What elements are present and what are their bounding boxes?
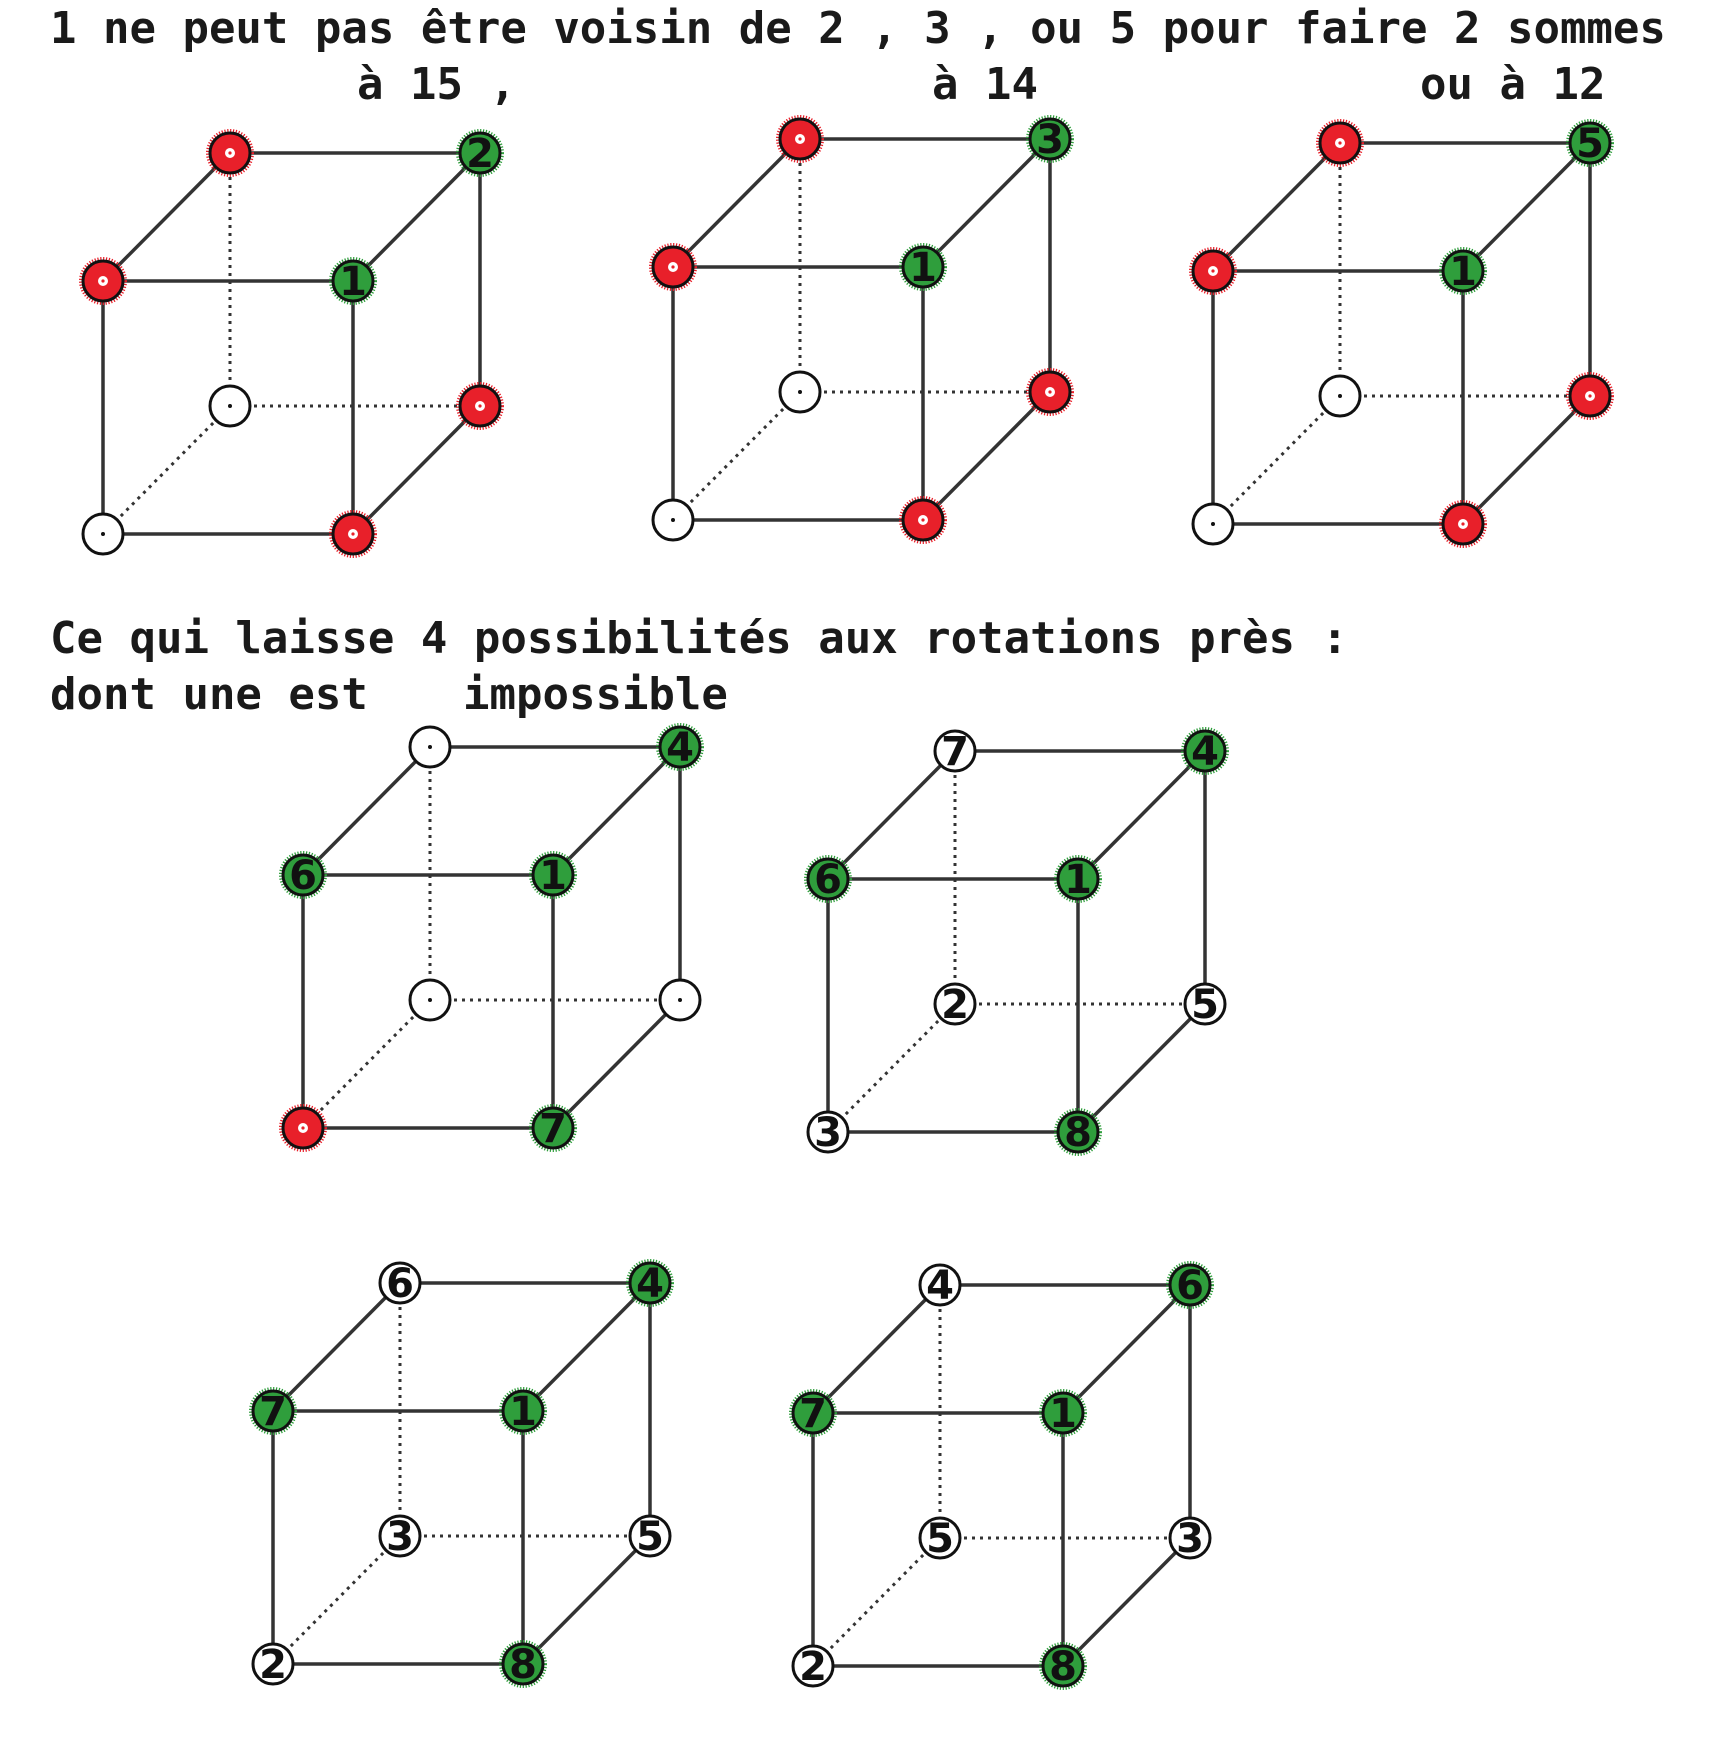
vertex-label: 1 — [1449, 249, 1477, 295]
vertex-center-dot — [1338, 394, 1342, 398]
intro-line: 1 ne peut pas être voisin de 2 , 3 , ou 5 pour faire 2 sommes — [50, 3, 1666, 54]
cube-vertex-tbl — [935, 729, 975, 775]
vertex-center-dot — [1338, 141, 1341, 144]
vertex-center-dot — [351, 532, 354, 535]
cube-vertex-bfl — [253, 1642, 293, 1688]
hidden-edge — [813, 1538, 940, 1666]
vertex-center-dot — [478, 404, 481, 407]
vertex-center-dot — [228, 151, 231, 154]
vertex-label: 8 — [1064, 1110, 1092, 1156]
vertex-center-dot — [228, 404, 232, 408]
vertex-label: 1 — [339, 259, 367, 305]
cube-edge — [1078, 1004, 1205, 1132]
vertex-label: 5 — [926, 1516, 954, 1562]
sum-12-label: ou à 12 — [1420, 59, 1606, 110]
vertex-label: 4 — [1191, 729, 1219, 775]
vertex-label: 6 — [289, 853, 317, 899]
vertex-center-dot — [428, 745, 432, 749]
cube-vertex-bbl — [410, 980, 450, 1020]
vertex-label: 1 — [539, 853, 567, 899]
cube-edge — [1078, 751, 1205, 879]
cube-vertex-bbl — [1320, 376, 1360, 416]
hidden-edge — [828, 1004, 955, 1132]
hidden-edge — [673, 392, 800, 520]
vertex-label: 7 — [799, 1391, 827, 1437]
cube-vertex-bfl — [808, 1110, 848, 1156]
vertex-label: 4 — [666, 725, 694, 771]
vertex-label: 1 — [909, 245, 937, 291]
vertex-center-dot — [301, 1126, 304, 1129]
cube-edge — [1463, 396, 1590, 524]
hidden-edge — [1213, 396, 1340, 524]
cube-edge — [828, 751, 955, 879]
cube-vertex-bfl — [1193, 504, 1233, 544]
cube-vertex-bbr — [1170, 1516, 1210, 1562]
cube-vertex-bbr — [660, 980, 700, 1020]
vertex-center-dot — [798, 137, 801, 140]
cube-edge — [1063, 1285, 1190, 1413]
cube-vertex-bfl — [281, 1106, 325, 1150]
cube-vertex-bbr — [630, 1514, 670, 1560]
vertex-center-dot — [1588, 394, 1591, 397]
cube-vertex-tbl — [920, 1263, 960, 1309]
vertex-label: 2 — [799, 1644, 827, 1690]
cube-vertex-bbr — [1568, 374, 1612, 418]
cube-vertex-bfl — [653, 500, 693, 540]
vertex-label: 6 — [386, 1261, 414, 1307]
cube-edge — [1213, 143, 1340, 271]
vertex-label: 3 — [814, 1110, 842, 1156]
cube-edge — [303, 747, 430, 875]
cube-vertex-bbl — [380, 1514, 420, 1560]
cube-vertex-bbl — [780, 372, 820, 412]
cube-1-5 — [1195, 108, 1695, 608]
vertex-label: 7 — [941, 729, 969, 775]
vertex-label: 5 — [1576, 121, 1604, 167]
vertex-label: 2 — [259, 1642, 287, 1688]
vertex-center-dot — [428, 998, 432, 1002]
vertex-label: 1 — [1049, 1391, 1077, 1437]
vertex-label: 1 — [509, 1389, 537, 1435]
hidden-edge — [303, 1000, 430, 1128]
cube-edge — [553, 1000, 680, 1128]
cube-solution-c — [795, 1250, 1295, 1750]
cube-vertex-tbl — [410, 727, 450, 767]
vertex-label: 5 — [636, 1514, 664, 1560]
cube-edge — [523, 1283, 650, 1411]
vertex-label: 4 — [636, 1261, 664, 1307]
cube-vertex-bbl — [935, 982, 975, 1028]
possibilities-line: Ce qui laisse 4 possibilités aux rotations près : — [50, 613, 1349, 664]
sum-14-label: à 14 — [932, 59, 1038, 110]
cube-edge — [523, 1536, 650, 1664]
vertex-label: 1 — [1064, 857, 1092, 903]
cube-vertex-tbl — [778, 117, 822, 161]
vertex-center-dot — [1211, 522, 1215, 526]
cube-1-3 — [655, 104, 1155, 604]
vertex-label: 7 — [259, 1389, 287, 1435]
vertex-center-dot — [671, 518, 675, 522]
one-is-line: dont une est — [50, 669, 368, 720]
vertex-label: 4 — [926, 1263, 954, 1309]
vertex-center-dot — [1211, 269, 1214, 272]
cube-edge — [673, 139, 800, 267]
cube-vertex-bfl — [793, 1644, 833, 1690]
vertex-label: 2 — [466, 131, 494, 177]
cube-impossible — [285, 712, 785, 1212]
vertex-label: 3 — [1176, 1516, 1204, 1562]
vertex-label: 6 — [814, 857, 842, 903]
cube-vertex-bbr — [458, 384, 502, 428]
cube-vertex-tbl — [208, 131, 252, 175]
cube-edge — [1063, 1538, 1190, 1666]
vertex-center-dot — [101, 279, 104, 282]
vertex-center-dot — [798, 390, 802, 394]
hidden-edge — [273, 1536, 400, 1664]
cube-edge — [353, 153, 480, 281]
cube-vertex-bbl — [210, 386, 250, 426]
cube-edge — [103, 153, 230, 281]
vertex-center-dot — [678, 998, 682, 1002]
vertex-label: 5 — [1191, 982, 1219, 1028]
vertex-label: 8 — [1049, 1644, 1077, 1690]
cube-edge — [553, 747, 680, 875]
cube-vertex-bbr — [1028, 370, 1072, 414]
cube-vertex-bbl — [920, 1516, 960, 1562]
cube-1-2 — [85, 118, 585, 618]
vertex-center-dot — [921, 518, 924, 521]
cube-vertex-bfl — [83, 514, 123, 554]
vertex-label: 8 — [509, 1642, 537, 1688]
sum-15-label: à 15 , — [357, 59, 516, 110]
cube-edge — [923, 139, 1050, 267]
hidden-edge — [103, 406, 230, 534]
cube-solution-b — [255, 1248, 755, 1748]
vertex-label: 3 — [386, 1514, 414, 1560]
cube-solution-a — [810, 716, 1310, 1216]
cube-edge — [1463, 143, 1590, 271]
cube-edge — [813, 1285, 940, 1413]
impossible-label: impossible — [463, 669, 728, 720]
vertex-center-dot — [101, 532, 105, 536]
vertex-label: 7 — [539, 1106, 567, 1152]
vertex-label: 6 — [1176, 1263, 1204, 1309]
vertex-label: 2 — [941, 982, 969, 1028]
cube-edge — [353, 406, 480, 534]
cube-vertex-tbl — [1318, 121, 1362, 165]
cube-vertex-tbl — [380, 1261, 420, 1307]
cube-edge — [273, 1283, 400, 1411]
cube-vertex-bbr — [1185, 982, 1225, 1028]
cube-edge — [923, 392, 1050, 520]
vertex-center-dot — [1461, 522, 1464, 525]
vertex-center-dot — [1048, 390, 1051, 393]
vertex-center-dot — [671, 265, 674, 268]
vertex-label: 3 — [1036, 117, 1064, 163]
